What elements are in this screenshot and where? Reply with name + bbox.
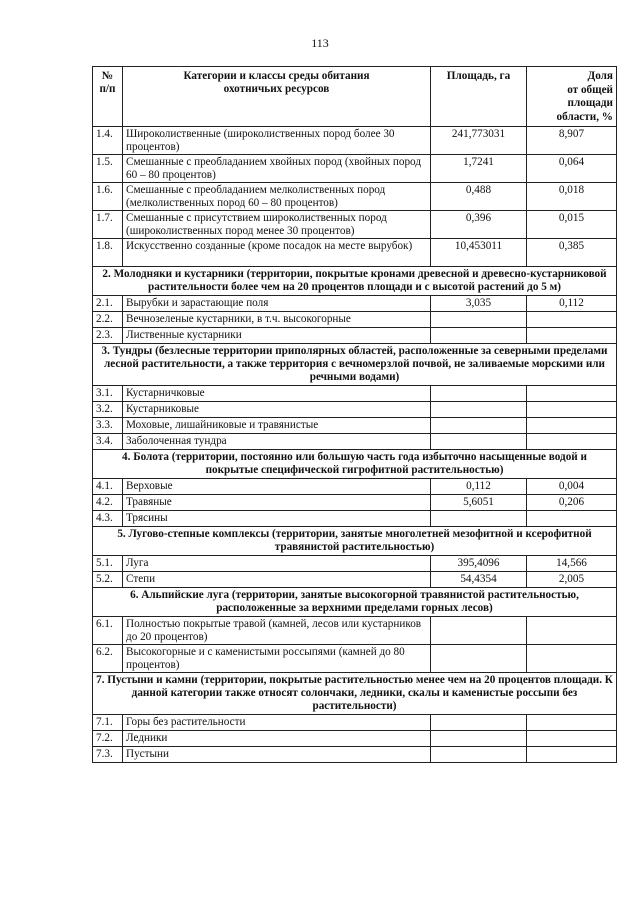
area-value: 0,488	[431, 183, 527, 211]
share-value: 0,064	[527, 155, 617, 183]
area-value: 3,035	[431, 296, 527, 312]
area-value: 1,7241	[431, 155, 527, 183]
table-row	[93, 418, 617, 434]
section-heading-row	[93, 344, 617, 386]
category-name: Травяные	[123, 495, 431, 511]
row-number: 7.2.	[93, 731, 123, 747]
row-number: 2.1.	[93, 296, 123, 312]
share-value: 0,112	[527, 296, 617, 312]
area-value	[431, 617, 527, 645]
area-value	[431, 418, 527, 434]
table-row	[93, 645, 617, 673]
row-number: 1.8.	[93, 239, 123, 267]
share-value	[527, 312, 617, 328]
row-number: 1.4.	[93, 127, 123, 155]
table-row	[93, 479, 617, 495]
category-name: Горы без растительности	[123, 715, 431, 731]
table-row	[93, 386, 617, 402]
category-name: Трясины	[123, 511, 431, 527]
table-row	[93, 402, 617, 418]
category-name: Смешанные с преобладанием мелколиственных пород (мелколиственных пород 60 – 80 процентов)	[123, 183, 431, 211]
row-number: 3.4.	[93, 434, 123, 450]
row-number: 4.2.	[93, 495, 123, 511]
header-num: № п/п	[93, 67, 123, 127]
table-row	[93, 495, 617, 511]
category-name: Заболоченная тундра	[123, 434, 431, 450]
row-number: 4.3.	[93, 511, 123, 527]
header-category: Категории и классы среды обитания охотничьих ресурсов	[123, 67, 431, 127]
row-number: 7.1.	[93, 715, 123, 731]
category-name: Широколиственные (широколиственных пород более 30 процентов)	[123, 127, 431, 155]
table-body	[93, 127, 617, 763]
table-row	[93, 572, 617, 588]
row-number: 6.1.	[93, 617, 123, 645]
table-row	[93, 155, 617, 183]
row-number: 3.3.	[93, 418, 123, 434]
category-name: Высокогорные и с каменистыми россыпями (камней до 80 процентов)	[123, 645, 431, 673]
table-row	[93, 511, 617, 527]
section-heading-row	[93, 450, 617, 479]
category-name: Кустарничковые	[123, 386, 431, 402]
area-value	[431, 312, 527, 328]
category-name: Полностью покрытые травой (камней, лесов или кустарников до 20 процентов)	[123, 617, 431, 645]
share-value	[527, 418, 617, 434]
section-heading: 6. Альпийские луга (территории, занятые высокогорной травянистой растительностью, расположенные за верхними пределами горных лесов)	[93, 588, 617, 617]
header-share: Доля от общей площади области, %	[527, 67, 617, 127]
row-number: 1.7.	[93, 211, 123, 239]
row-number: 4.1.	[93, 479, 123, 495]
table-row	[93, 312, 617, 328]
share-value: 0,004	[527, 479, 617, 495]
category-name: Смешанные с присутствием широколиственных пород (широколиственных пород менее 30 процентов)	[123, 211, 431, 239]
row-number: 3.2.	[93, 402, 123, 418]
section-heading: 5. Лугово-степные комплексы (территории, занятые многолетней мезофитной и ксерофитной травянистой растительностью)	[93, 527, 617, 556]
share-value	[527, 617, 617, 645]
table-row	[93, 296, 617, 312]
row-number: 1.6.	[93, 183, 123, 211]
area-value: 54,4354	[431, 572, 527, 588]
category-name: Кустарниковые	[123, 402, 431, 418]
area-value	[431, 731, 527, 747]
share-value: 2,005	[527, 572, 617, 588]
share-value	[527, 402, 617, 418]
table-header-row	[93, 67, 617, 127]
section-heading: 4. Болота (территории, постоянно или большую часть года избыточно насыщенные водой и покрытые специфической гигрофитной растительностью)	[93, 450, 617, 479]
category-name: Моховые, лишайниковые и травянистые	[123, 418, 431, 434]
section-heading-row	[93, 527, 617, 556]
section-heading-row	[93, 673, 617, 715]
area-value	[431, 715, 527, 731]
table-row	[93, 127, 617, 155]
section-heading: 3. Тундры (безлесные территории приполярных областей, расположенные за северными пределами лесной растительности, а также территория с вечномерзлой почвой, не заливаемые морскими или речными водами)	[93, 344, 617, 386]
area-value	[431, 511, 527, 527]
table-row	[93, 556, 617, 572]
row-number: 5.1.	[93, 556, 123, 572]
area-value	[431, 402, 527, 418]
share-value: 0,015	[527, 211, 617, 239]
table-row	[93, 434, 617, 450]
category-name: Луга	[123, 556, 431, 572]
area-value: 395,4096	[431, 556, 527, 572]
share-value: 0,018	[527, 183, 617, 211]
area-value: 5,6051	[431, 495, 527, 511]
row-number: 7.3.	[93, 747, 123, 763]
share-value	[527, 511, 617, 527]
category-name: Пустыни	[123, 747, 431, 763]
share-value	[527, 434, 617, 450]
area-value: 0,396	[431, 211, 527, 239]
category-name: Степи	[123, 572, 431, 588]
row-number: 3.1.	[93, 386, 123, 402]
table-row	[93, 211, 617, 239]
category-name: Смешанные с преобладанием хвойных пород (хвойных пород 60 – 80 процентов)	[123, 155, 431, 183]
share-value	[527, 386, 617, 402]
row-number: 2.3.	[93, 328, 123, 344]
share-value: 0,385	[527, 239, 617, 267]
habitat-categories-table	[92, 66, 617, 763]
area-value: 10,453011	[431, 239, 527, 267]
share-value	[527, 715, 617, 731]
category-name: Вечнозеленые кустарники, в т.ч. высокогорные	[123, 312, 431, 328]
table-row	[93, 731, 617, 747]
share-value	[527, 328, 617, 344]
category-name: Искусственно созданные (кроме посадок на месте вырубок)	[123, 239, 431, 267]
table-row	[93, 239, 617, 267]
area-value	[431, 434, 527, 450]
table-row	[93, 617, 617, 645]
header-area: Площадь, га	[431, 67, 527, 127]
row-number: 1.5.	[93, 155, 123, 183]
table-row	[93, 328, 617, 344]
area-value	[431, 328, 527, 344]
share-value: 14,566	[527, 556, 617, 572]
page-number: 113	[311, 36, 329, 50]
area-value	[431, 645, 527, 673]
category-name: Ледники	[123, 731, 431, 747]
category-name: Лиственные кустарники	[123, 328, 431, 344]
section-heading-row	[93, 267, 617, 296]
share-value: 0,206	[527, 495, 617, 511]
area-value: 241,773031	[431, 127, 527, 155]
area-value	[431, 747, 527, 763]
share-value	[527, 747, 617, 763]
row-number: 6.2.	[93, 645, 123, 673]
share-value: 8,907	[527, 127, 617, 155]
row-number: 5.2.	[93, 572, 123, 588]
category-name: Верховые	[123, 479, 431, 495]
section-heading-row	[93, 588, 617, 617]
table-row	[93, 715, 617, 731]
area-value	[431, 386, 527, 402]
area-value: 0,112	[431, 479, 527, 495]
section-heading: 7. Пустыни и камни (территории, покрытые растительностью менее чем на 20 процентов площади. К данной категории также относят солончаки, ледники, скалы и каменистые россыпи без растительности)	[93, 673, 617, 715]
share-value	[527, 731, 617, 747]
table-row	[93, 183, 617, 211]
table-row	[93, 747, 617, 763]
category-name: Вырубки и зарастающие поля	[123, 296, 431, 312]
section-heading: 2. Молодняки и кустарники (территории, покрытые кронами древесной и древесно-кустарниковой растительности более чем на 20 процентов площади и с высотой растений до 5 м)	[93, 267, 617, 296]
share-value	[527, 645, 617, 673]
row-number: 2.2.	[93, 312, 123, 328]
